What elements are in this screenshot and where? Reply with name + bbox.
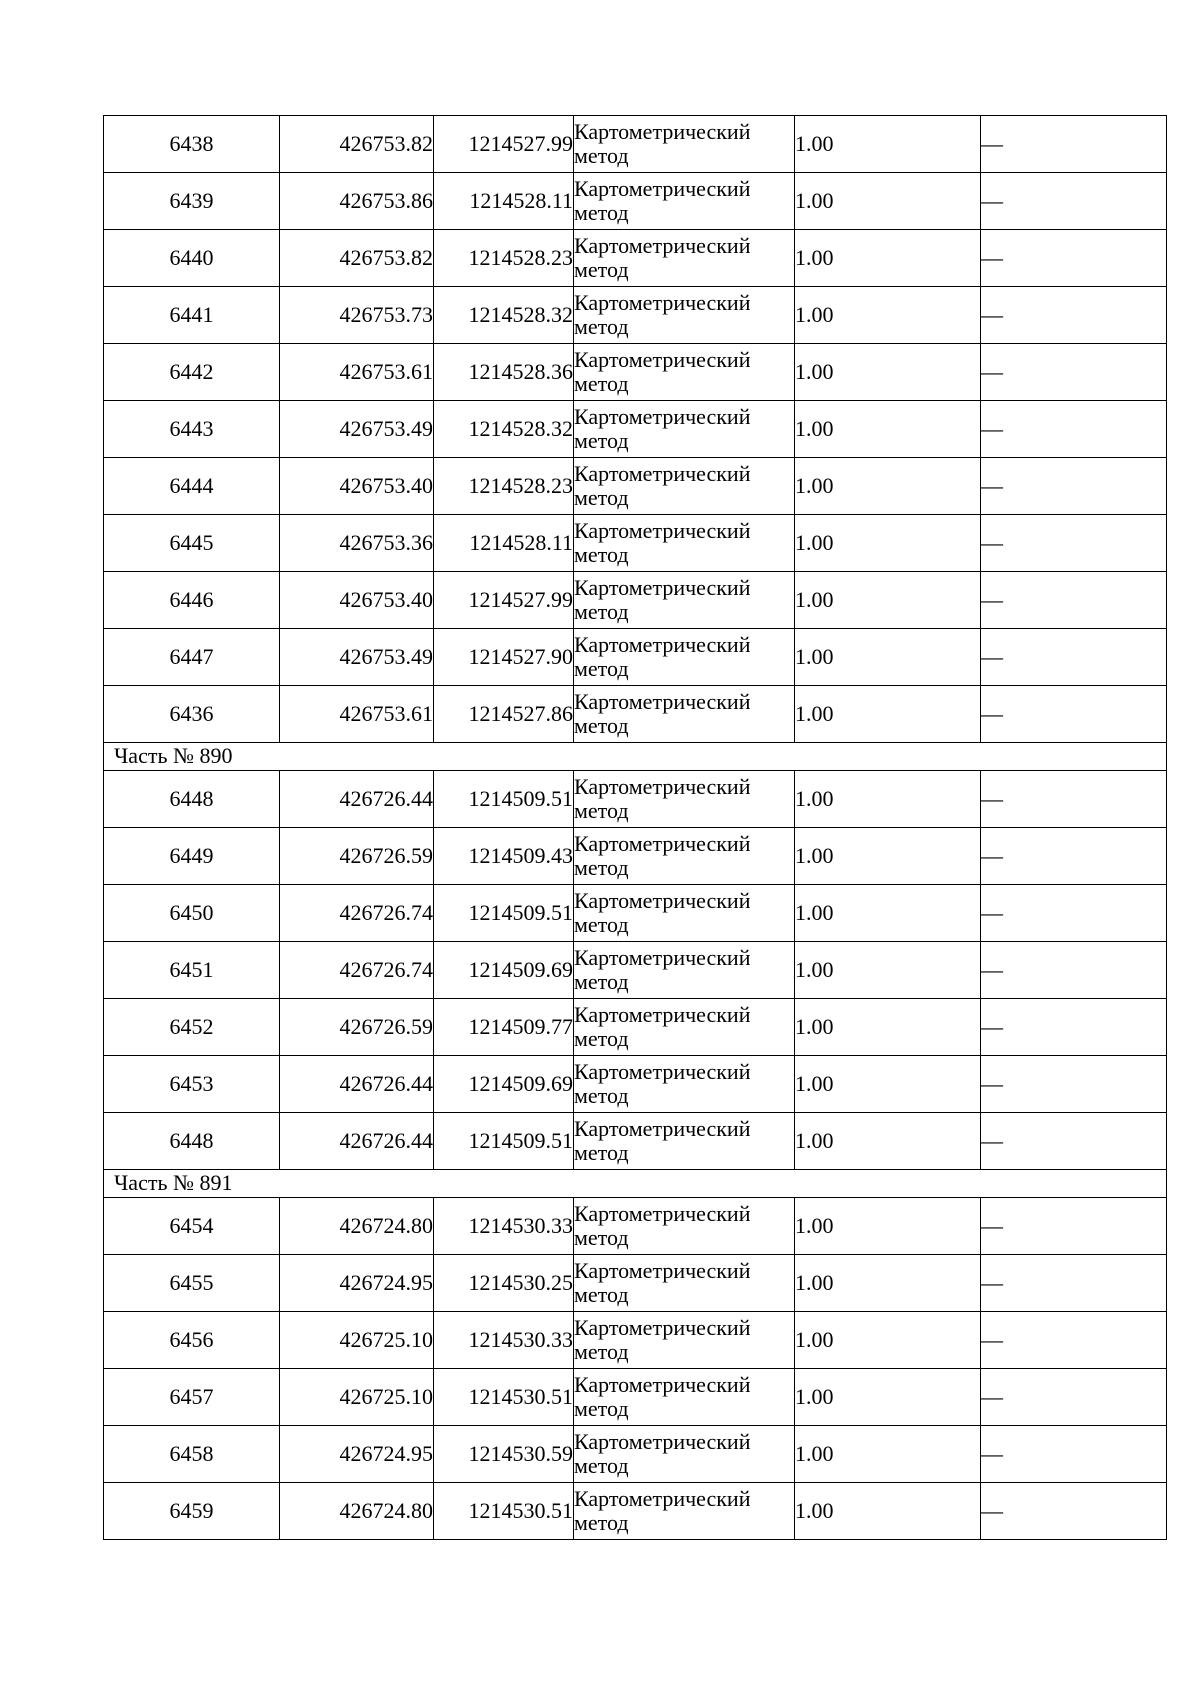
point-number-cell: 6450 — [104, 885, 280, 942]
table-row — [104, 1255, 1167, 1312]
table-body — [104, 116, 1167, 1540]
y-coordinate-cell: 1214509.69 — [434, 942, 574, 999]
accuracy-cell: 1.00 — [795, 173, 981, 230]
part-title: Часть № 891 — [104, 1170, 1167, 1198]
x-coordinate-cell: 426753.40 — [280, 458, 434, 515]
note-cell: — — [981, 999, 1167, 1056]
y-coordinate-cell: 1214528.32 — [434, 401, 574, 458]
table-row — [104, 1056, 1167, 1113]
y-coordinate-cell: 1214528.32 — [434, 287, 574, 344]
accuracy-cell: 1.00 — [795, 942, 981, 999]
y-coordinate-cell: 1214528.11 — [434, 173, 574, 230]
note-cell: — — [981, 515, 1167, 572]
y-coordinate-cell: 1214509.51 — [434, 1113, 574, 1170]
method-cell: Картометрический метод — [574, 828, 795, 885]
table-row — [104, 287, 1167, 344]
method-cell: Картометрический метод — [574, 686, 795, 743]
y-coordinate-cell: 1214509.51 — [434, 885, 574, 942]
point-number-cell: 6457 — [104, 1369, 280, 1426]
table-row — [104, 230, 1167, 287]
table-row — [104, 1369, 1167, 1426]
note-cell: — — [981, 686, 1167, 743]
accuracy-cell: 1.00 — [795, 287, 981, 344]
y-coordinate-cell: 1214509.77 — [434, 999, 574, 1056]
method-cell: Картометрический метод — [574, 515, 795, 572]
accuracy-cell: 1.00 — [795, 1198, 981, 1255]
accuracy-cell: 1.00 — [795, 230, 981, 287]
method-cell: Картометрический метод — [574, 629, 795, 686]
x-coordinate-cell: 426753.86 — [280, 173, 434, 230]
method-cell: Картометрический метод — [574, 1056, 795, 1113]
table-row — [104, 686, 1167, 743]
note-cell: — — [981, 942, 1167, 999]
table-row — [104, 1198, 1167, 1255]
note-cell: — — [981, 1056, 1167, 1113]
note-cell: — — [981, 458, 1167, 515]
method-cell: Картометрический метод — [574, 1198, 795, 1255]
note-cell: — — [981, 828, 1167, 885]
method-cell: Картометрический метод — [574, 1369, 795, 1426]
table-row — [104, 173, 1167, 230]
y-coordinate-cell: 1214528.23 — [434, 230, 574, 287]
method-cell: Картометрический метод — [574, 344, 795, 401]
x-coordinate-cell: 426724.95 — [280, 1426, 434, 1483]
accuracy-cell: 1.00 — [795, 344, 981, 401]
x-coordinate-cell: 426724.95 — [280, 1255, 434, 1312]
part-header-row — [104, 1170, 1167, 1198]
x-coordinate-cell: 426724.80 — [280, 1198, 434, 1255]
accuracy-cell: 1.00 — [795, 1369, 981, 1426]
table-row — [104, 116, 1167, 173]
accuracy-cell: 1.00 — [795, 686, 981, 743]
method-cell: Картометрический метод — [574, 401, 795, 458]
note-cell: — — [981, 116, 1167, 173]
table-row — [104, 885, 1167, 942]
accuracy-cell: 1.00 — [795, 885, 981, 942]
note-cell: — — [981, 401, 1167, 458]
note-cell: — — [981, 1369, 1167, 1426]
point-number-cell: 6439 — [104, 173, 280, 230]
accuracy-cell: 1.00 — [795, 1312, 981, 1369]
accuracy-cell: 1.00 — [795, 572, 981, 629]
part-header-row — [104, 743, 1167, 771]
note-cell: — — [981, 1312, 1167, 1369]
table-row — [104, 999, 1167, 1056]
point-number-cell: 6446 — [104, 572, 280, 629]
accuracy-cell: 1.00 — [795, 1426, 981, 1483]
point-number-cell: 6442 — [104, 344, 280, 401]
point-number-cell: 6436 — [104, 686, 280, 743]
y-coordinate-cell: 1214527.99 — [434, 116, 574, 173]
x-coordinate-cell: 426724.80 — [280, 1483, 434, 1540]
accuracy-cell: 1.00 — [795, 999, 981, 1056]
accuracy-cell: 1.00 — [795, 116, 981, 173]
accuracy-cell: 1.00 — [795, 629, 981, 686]
note-cell: — — [981, 885, 1167, 942]
x-coordinate-cell: 426726.74 — [280, 885, 434, 942]
accuracy-cell: 1.00 — [795, 1255, 981, 1312]
method-cell: Картометрический метод — [574, 1255, 795, 1312]
table-row — [104, 572, 1167, 629]
point-number-cell: 6459 — [104, 1483, 280, 1540]
y-coordinate-cell: 1214509.43 — [434, 828, 574, 885]
x-coordinate-cell: 426726.59 — [280, 999, 434, 1056]
method-cell: Картометрический метод — [574, 885, 795, 942]
accuracy-cell: 1.00 — [795, 1056, 981, 1113]
method-cell: Картометрический метод — [574, 1312, 795, 1369]
note-cell: — — [981, 173, 1167, 230]
point-number-cell: 6448 — [104, 1113, 280, 1170]
point-number-cell: 6452 — [104, 999, 280, 1056]
y-coordinate-cell: 1214530.33 — [434, 1312, 574, 1369]
point-number-cell: 6454 — [104, 1198, 280, 1255]
table-row — [104, 401, 1167, 458]
note-cell: — — [981, 1198, 1167, 1255]
method-cell: Картометрический метод — [574, 458, 795, 515]
note-cell: — — [981, 1483, 1167, 1540]
coordinates-table — [103, 115, 1167, 1540]
point-number-cell: 6448 — [104, 771, 280, 828]
point-number-cell: 6444 — [104, 458, 280, 515]
table-row — [104, 942, 1167, 999]
x-coordinate-cell: 426726.74 — [280, 942, 434, 999]
y-coordinate-cell: 1214530.51 — [434, 1483, 574, 1540]
method-cell: Картометрический метод — [574, 287, 795, 344]
x-coordinate-cell: 426753.82 — [280, 116, 434, 173]
x-coordinate-cell: 426753.73 — [280, 287, 434, 344]
x-coordinate-cell: 426726.44 — [280, 771, 434, 828]
y-coordinate-cell: 1214528.11 — [434, 515, 574, 572]
table-row — [104, 515, 1167, 572]
point-number-cell: 6441 — [104, 287, 280, 344]
table-row — [104, 828, 1167, 885]
table-row — [104, 344, 1167, 401]
point-number-cell: 6453 — [104, 1056, 280, 1113]
table-row — [104, 1312, 1167, 1369]
point-number-cell: 6455 — [104, 1255, 280, 1312]
accuracy-cell: 1.00 — [795, 515, 981, 572]
x-coordinate-cell: 426753.61 — [280, 344, 434, 401]
y-coordinate-cell: 1214528.36 — [434, 344, 574, 401]
point-number-cell: 6456 — [104, 1312, 280, 1369]
point-number-cell: 6445 — [104, 515, 280, 572]
method-cell: Картометрический метод — [574, 116, 795, 173]
point-number-cell: 6438 — [104, 116, 280, 173]
method-cell: Картометрический метод — [574, 1426, 795, 1483]
x-coordinate-cell: 426753.49 — [280, 401, 434, 458]
note-cell: — — [981, 230, 1167, 287]
note-cell: — — [981, 1426, 1167, 1483]
note-cell: — — [981, 1113, 1167, 1170]
table-row — [104, 629, 1167, 686]
method-cell: Картометрический метод — [574, 1113, 795, 1170]
accuracy-cell: 1.00 — [795, 401, 981, 458]
point-number-cell: 6449 — [104, 828, 280, 885]
accuracy-cell: 1.00 — [795, 828, 981, 885]
note-cell: — — [981, 344, 1167, 401]
y-coordinate-cell: 1214530.33 — [434, 1198, 574, 1255]
method-cell: Картометрический метод — [574, 230, 795, 287]
method-cell: Картометрический метод — [574, 173, 795, 230]
note-cell: — — [981, 572, 1167, 629]
note-cell: — — [981, 771, 1167, 828]
y-coordinate-cell: 1214528.23 — [434, 458, 574, 515]
method-cell: Картометрический метод — [574, 771, 795, 828]
table-row — [104, 1113, 1167, 1170]
point-number-cell: 6447 — [104, 629, 280, 686]
y-coordinate-cell: 1214527.86 — [434, 686, 574, 743]
accuracy-cell: 1.00 — [795, 1113, 981, 1170]
x-coordinate-cell: 426726.44 — [280, 1056, 434, 1113]
accuracy-cell: 1.00 — [795, 458, 981, 515]
y-coordinate-cell: 1214509.69 — [434, 1056, 574, 1113]
accuracy-cell: 1.00 — [795, 771, 981, 828]
table-row — [104, 458, 1167, 515]
table-row — [104, 1483, 1167, 1540]
x-coordinate-cell: 426725.10 — [280, 1312, 434, 1369]
x-coordinate-cell: 426753.49 — [280, 629, 434, 686]
y-coordinate-cell: 1214530.51 — [434, 1369, 574, 1426]
x-coordinate-cell: 426753.40 — [280, 572, 434, 629]
x-coordinate-cell: 426753.82 — [280, 230, 434, 287]
y-coordinate-cell: 1214527.99 — [434, 572, 574, 629]
method-cell: Картометрический метод — [574, 999, 795, 1056]
method-cell: Картометрический метод — [574, 942, 795, 999]
method-cell: Картометрический метод — [574, 572, 795, 629]
table-row — [104, 1426, 1167, 1483]
x-coordinate-cell: 426726.44 — [280, 1113, 434, 1170]
point-number-cell: 6443 — [104, 401, 280, 458]
y-coordinate-cell: 1214530.59 — [434, 1426, 574, 1483]
point-number-cell: 6440 — [104, 230, 280, 287]
x-coordinate-cell: 426753.61 — [280, 686, 434, 743]
accuracy-cell: 1.00 — [795, 1483, 981, 1540]
y-coordinate-cell: 1214527.90 — [434, 629, 574, 686]
x-coordinate-cell: 426725.10 — [280, 1369, 434, 1426]
point-number-cell: 6458 — [104, 1426, 280, 1483]
x-coordinate-cell: 426726.59 — [280, 828, 434, 885]
table-row — [104, 771, 1167, 828]
note-cell: — — [981, 1255, 1167, 1312]
y-coordinate-cell: 1214509.51 — [434, 771, 574, 828]
x-coordinate-cell: 426753.36 — [280, 515, 434, 572]
part-title: Часть № 890 — [104, 743, 1167, 771]
method-cell: Картометрический метод — [574, 1483, 795, 1540]
y-coordinate-cell: 1214530.25 — [434, 1255, 574, 1312]
note-cell: — — [981, 629, 1167, 686]
point-number-cell: 6451 — [104, 942, 280, 999]
note-cell: — — [981, 287, 1167, 344]
